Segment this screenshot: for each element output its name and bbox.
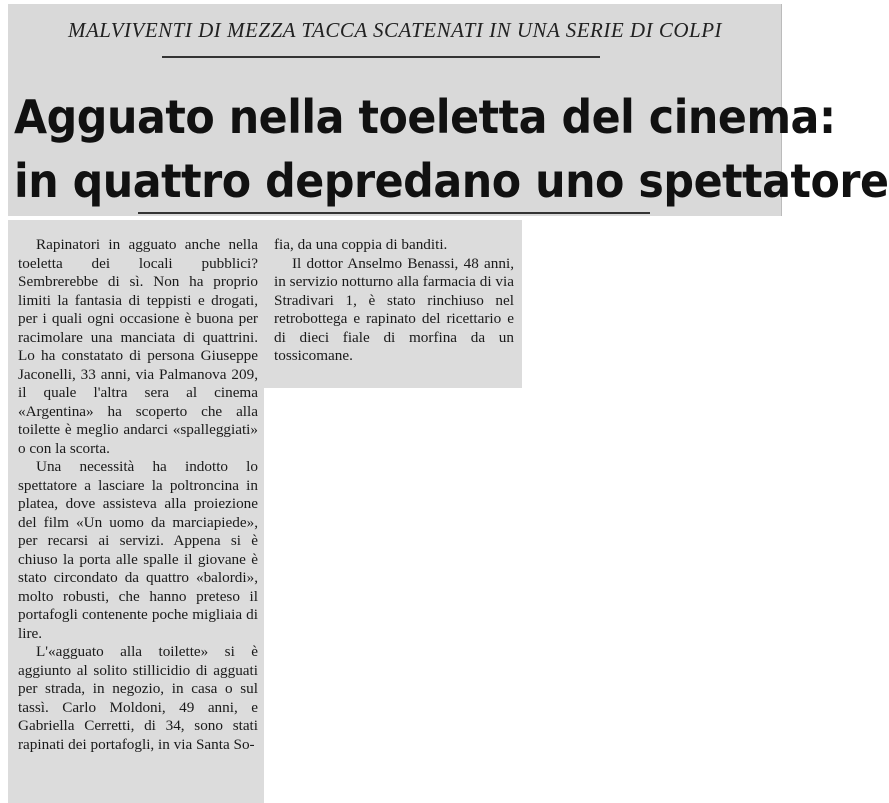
- article-column-2: [264, 220, 522, 388]
- paragraph: L'«agguato alla toilette» si è aggiunto al solito stillicidio di agguati per strada, in negozio, in casa o sul tassì. Carlo Moldoni, 49 anni, e Gabriella Cerretti, di 34, sono stati rapinati dei portafogli, in via Santa So-: [18, 643, 258, 753]
- kicker: MALVIVENTI DI MEZZA TACCA SCATENATI IN UNA SERIE DI COLPI: [67, 18, 723, 42]
- headline-line-1: Agguato nella toeletta del cinema:: [14, 90, 836, 144]
- kicker-rule: [162, 56, 600, 58]
- paragraph: fia, da una coppia di banditi.: [274, 236, 448, 253]
- paragraph: Rapinatori in agguato anche nella toeletta dei locali pubblici? Sembrerebbe di sì. Non ha proprio limiti la fantasia di teppisti e drogati, per i quali ogni occasione è buona per racimolare una manciata di quattrini. Lo ha constatato di persona Giuseppe Jaconelli, 33 anni, via Palmanova 209, il quale l'altra sera al cinema «Argentina» ha scoperto che alla toilette è meglio andarci «spalleggiati» o con la scorta.: [18, 236, 258, 457]
- paragraph: Una necessità ha indotto lo spettatore a lasciare la poltroncina in platea, dove assisteva alla proiezione del film «Un uomo da marciapiede», per recarsi ai servizi. Appena si è chiuso la porta alle spalle il giovane è stato circondato da quattro «balordi», molto robusti, che hanno preteso il portafogli contenente poche migliaia di lire.: [18, 458, 258, 642]
- article-column-1: [8, 220, 264, 803]
- headline-rule: [138, 212, 650, 214]
- headline-line-2: in quattro depredano uno spettatore: [14, 154, 889, 208]
- paragraph: Il dottor Anselmo Benassi, 48 anni, in servizio notturno alla farmacia di via Stradivari 1, è stato rinchiuso nel retrobottega e rapinato del ricettario e di dieci fiale di morfina da un tossicomane.: [274, 254, 514, 364]
